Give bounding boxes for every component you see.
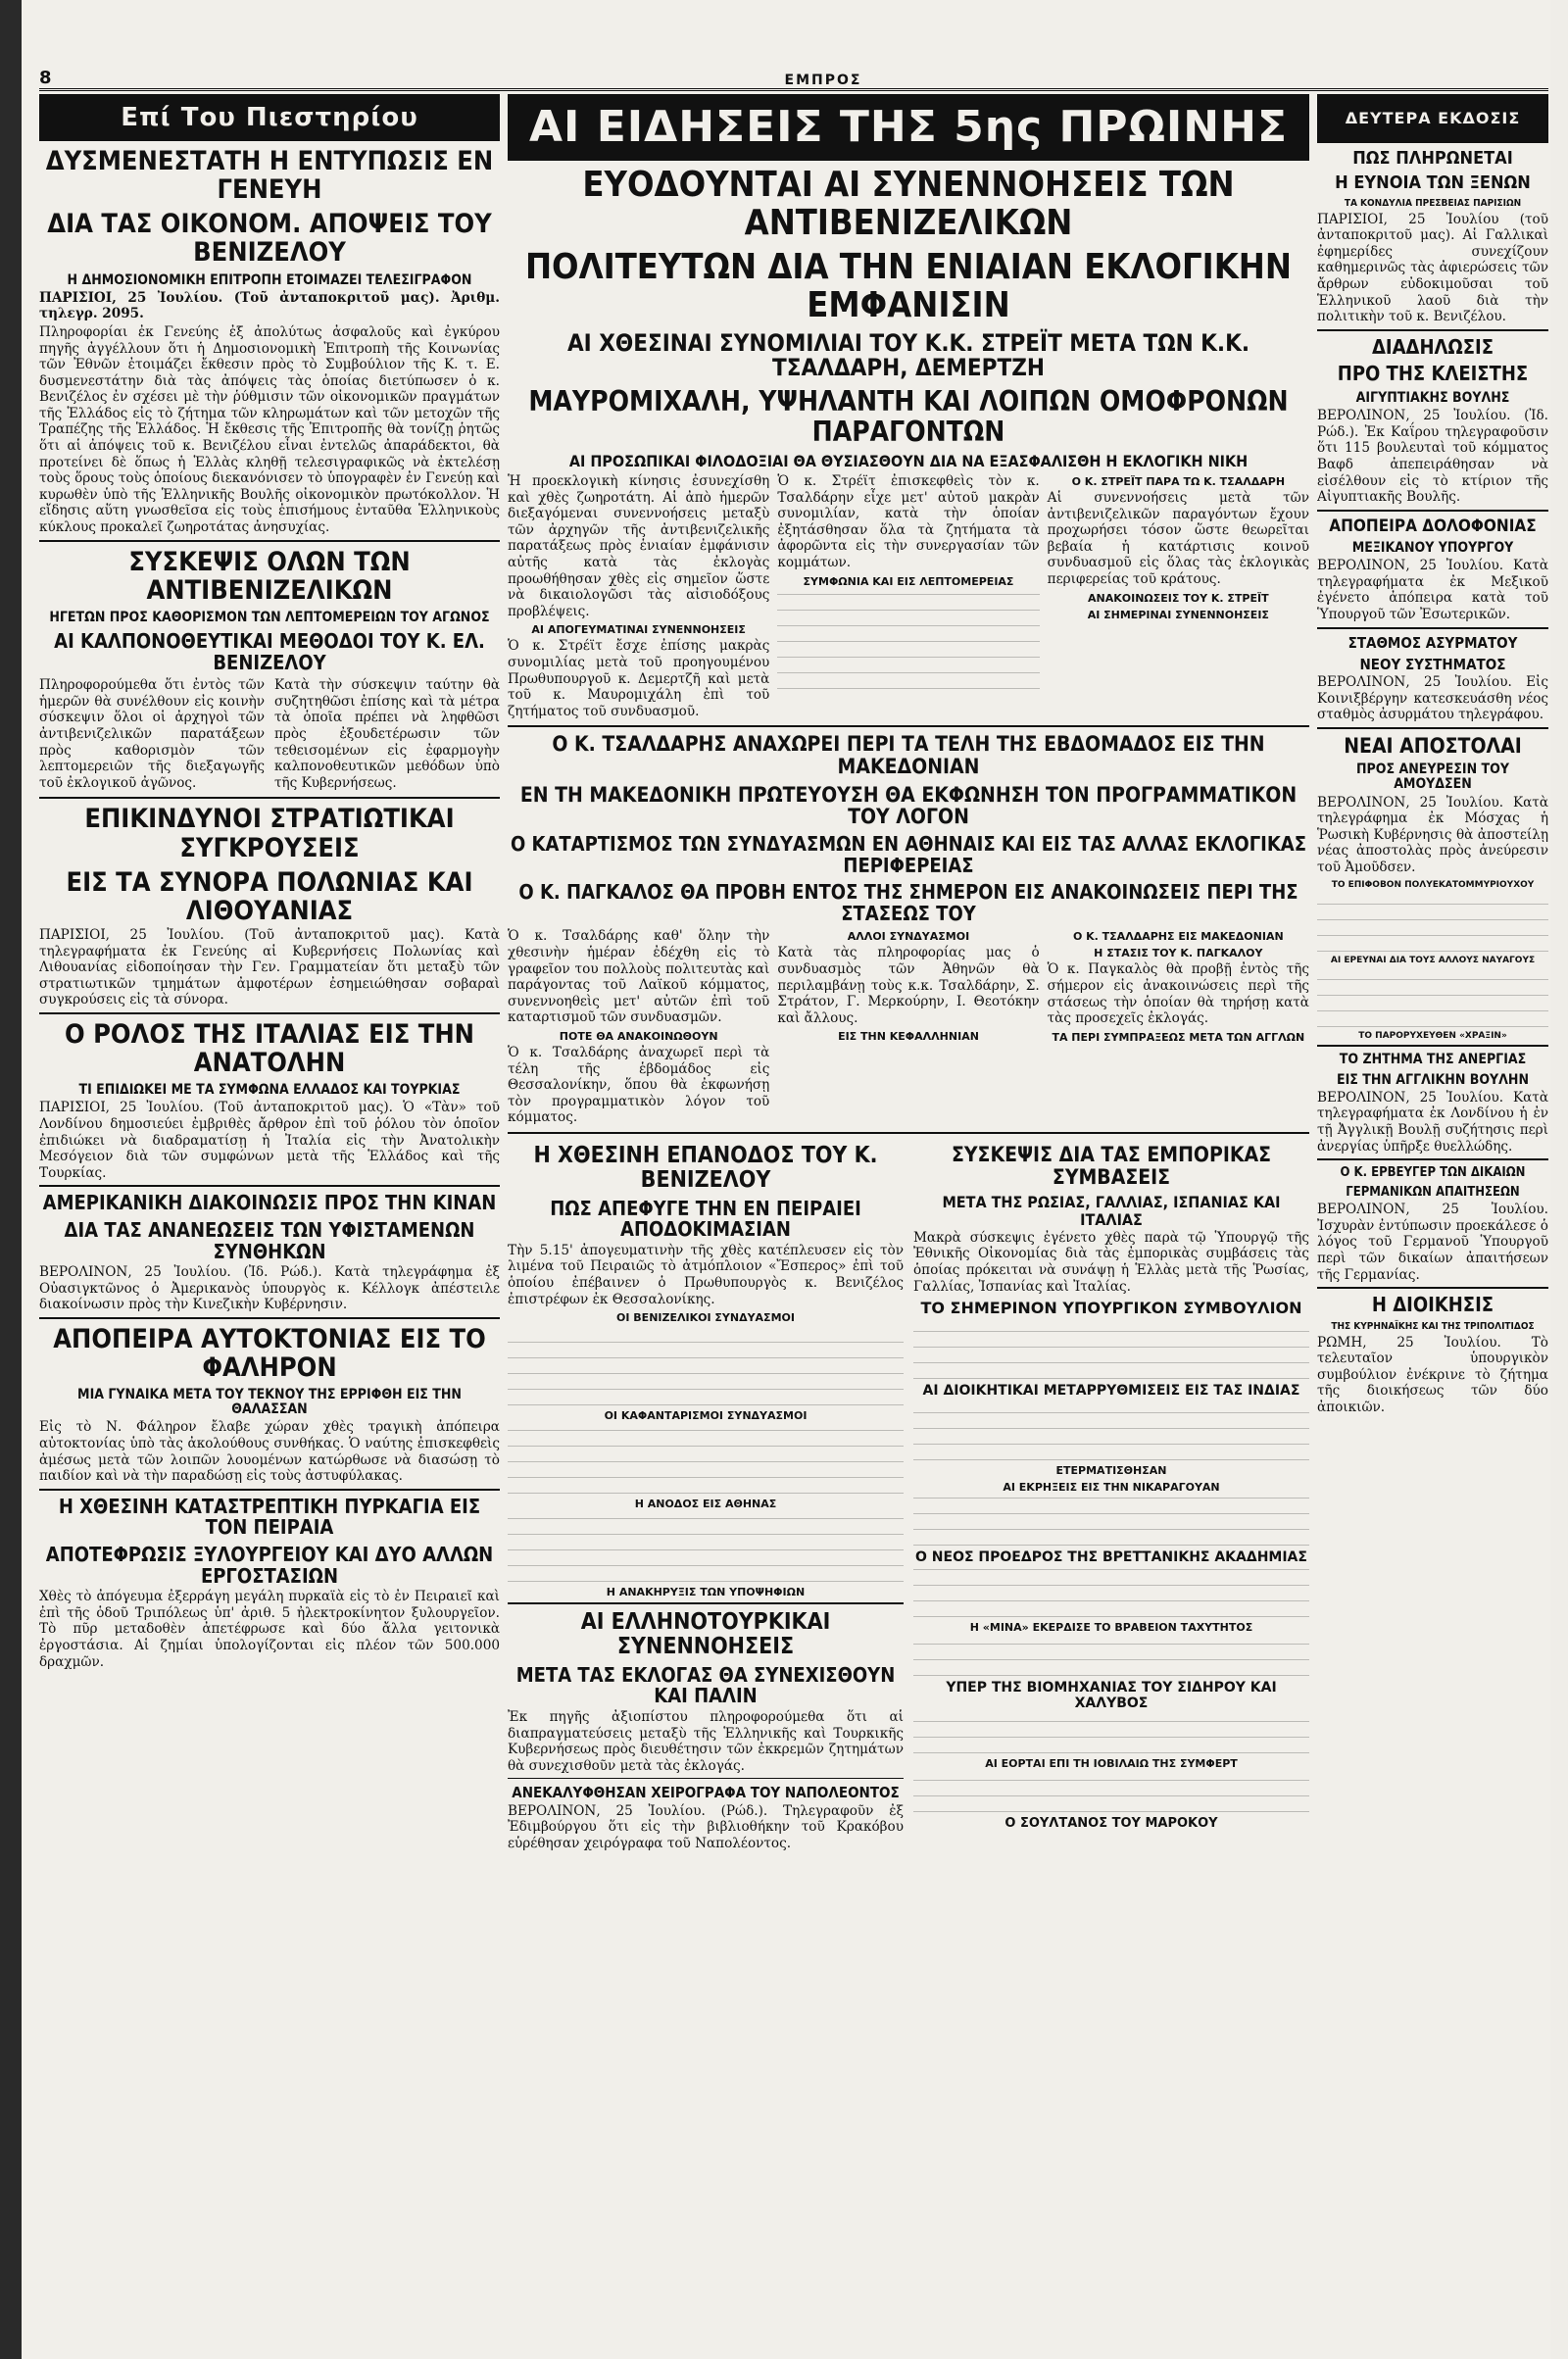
headline: Ο Κ. ΕΡΒΕΥΓΕΡ ΤΩΝ ΔΙΚΑΙΩΝ bbox=[1340, 1165, 1526, 1181]
left-story-4 bbox=[39, 1020, 500, 1181]
article-body: ΒΕΡΟΛΙΝΟΝ, 25 Ἰουλίου. Κατὰ τηλεγραφήματα ἐκ Μεξικοῦ ἐγένετο ἀπόπειρα κατὰ τοῦ Ὑπουργοῦ τῶν Ἐσωτερικῶν. bbox=[1317, 558, 1548, 622]
text-block bbox=[777, 591, 1039, 689]
text-block bbox=[508, 1425, 904, 1494]
subhead: ΑΙ ΣΗΜΕΡΙΝΑΙ ΣΥΝΕΝΝΟΗΣΕΙΣ bbox=[1087, 608, 1269, 621]
headline: ΣΤΑΘΜΟΣ ΑΣΥΡΜΑΤΟΥ bbox=[1348, 633, 1518, 652]
paper-name: ΕΜΠΡΟΣ bbox=[784, 73, 862, 88]
headline: ΜΕΞΙΚΑΝΟΥ ΥΠΟΥΡΓΟΥ bbox=[1351, 540, 1514, 557]
headline: ΑΠΟΠΕΙΡΑ ΔΟΛΟΦΟΝΙΑΣ bbox=[1329, 516, 1537, 536]
article-body: Τὴν 5.15' ἀπογευματινὴν τῆς χθὲς κατέπλευσεν εἰς τὸν λιμένα τοῦ Πειραιῶς τὸ ἀτμόπλοιον «Ἔσπερος» ἐπὶ τοῦ ὁποίου ἐπέβαινεν ὁ Πρωθυπουργὸς κ. Βενιζέλος ἐπιστρέφων ἐκ Θεσσαλονίκης. bbox=[508, 1242, 904, 1307]
article-body: Ὁ κ. Τσαλδάρης ἀναχωρεῖ περὶ τὰ τέλη τῆς ἑβδομάδος εἰς Θεσσαλονίκην, ὅπου θὰ ἐκφωνήσῃ τὸν προγραμματικὸν λόγον τοῦ κόμματος. bbox=[508, 1044, 770, 1126]
headline: ΓΕΡΜΑΝΙΚΩΝ ΑΠΑΙΤΗΣΕΩΝ bbox=[1346, 1185, 1520, 1201]
headline: ΑΙ ΕΛΛΗΝΟΤΟΥΡΚΙΚΑΙ ΣΥΝΕΝΝΟΗΣΕΙΣ bbox=[580, 1609, 831, 1659]
article-body: ΒΕΡΟΛΙΝΟΝ, 25 Ἰουλίου. (Ρώδ.). Τηλεγραφοῦν ἐξ Ἐδιμβούργου ὅτι εἰς τὴν βιβλιοθήκην τοῦ Κρακόβου εὑρέθησαν χειρόγραφα τοῦ Ναπολέοντος. bbox=[508, 1802, 904, 1851]
headline: ΜΑΥΡΟΜΙΧΑΛΗ, ΥΨΗΛΑΝΤΗ ΚΑΙ ΛΟΙΠΩΝ ΟΜΟΦΡΟΝΩΝ ΠΑΡΑΓΟΝΤΩΝ bbox=[528, 385, 1289, 448]
headline: Η ΧΘΕΣΙΝΗ ΕΠΑΝΟΔΟΣ ΤΟΥ Κ. ΒΕΝΙΖΕΛΟΥ bbox=[533, 1142, 878, 1193]
headline: ΠΡΟΣ ΑΝΕΥΡΕΣΙΝ ΤΟΥ ΑΜΟΥΔΣΕΝ bbox=[1356, 762, 1509, 793]
binding-edge bbox=[0, 0, 22, 2359]
headline: ΕΝ ΤΗ ΜΑΚΕΔΟΝΙΚΗ ΠΡΩΤΕΥΟΥΣΗ ΘΑ ΕΚΦΩΝΗΣΗ ΤΟΝ ΠΡΟΓΡΑΜΜΑΤΙΚΟΝ ΤΟΥ ΛΟΓΟΝ bbox=[519, 782, 1298, 829]
left-column bbox=[39, 94, 500, 2348]
headline: ΑΠΟΠΕΙΡΑ ΑΥΤΟΚΤΟΝΙΑΣ ΕΙΣ ΤΟ ΦΑΛΗΡΟΝ bbox=[53, 1323, 486, 1384]
article-body: ΡΩΜΗ, 25 Ἰουλίου. Τὸ τελευταῖον ὑπουργικὸν συμβούλιον ἐνέκρινε τὸ ζήτημα τῆς διοικήσεως τῶν δύο ἀποικιῶν. bbox=[1317, 1334, 1548, 1415]
headline: ΑΜΕΡΙΚΑΝΙΚΗ ΔΙΑΚΟΙΝΩΣΙΣ ΠΡΟΣ ΤΗΝ ΚΙΝΑΝ bbox=[42, 1191, 497, 1215]
text-block bbox=[913, 1773, 1309, 1812]
right-column bbox=[1317, 94, 1548, 2348]
article-body: Ὁ κ. Τσαλδάρης καθ' ὅλην τὴν χθεσινὴν ἡμέραν ἐδέχθη εἰς τὸ γραφεῖον του πολλοὺς πολιτευτὰς καὶ παράγοντας τοῦ Λαϊκοῦ κόμματος, συνεννοηθεὶς μετ' αὐτῶν ἐπὶ τοῦ καταρτισμοῦ τῶν συνδυασμῶν. bbox=[508, 928, 770, 1026]
headline: ΜΕΤΑ ΤΑΣ ΕΚΛΟΓΑΣ ΘΑ ΣΥΝΕΧΙΣΘΟΥΝ ΚΑΙ ΠΑΛΙΝ bbox=[515, 1662, 896, 1708]
headline: ΕΙΣ ΤΗΝ ΑΓΓΛΙΚΗΝ ΒΟΥΛΗΝ bbox=[1336, 1071, 1530, 1088]
article-body: Ὁ κ. Παγκαλὸς θὰ προβῇ ἐντὸς τῆς σήμερον εἰς ἀνακοινώσεις περὶ τῆς στάσεως τὴν ὁποίαν θὰ τηρήσῃ κατὰ τὰς προσεχεῖς ἐκλογάς. bbox=[1047, 961, 1309, 1027]
headline: ΕΠΙΚΙΝΔΥΝΟΙ ΣΤΡΑΤΙΩΤΙΚΑΙ ΣΥΓΚΡΟΥΣΕΙΣ bbox=[84, 804, 455, 863]
left-story-5 bbox=[39, 1193, 500, 1313]
headline: ΜΕΤΑ ΤΗΣ ΡΩΣΙΑΣ, ΓΑΛΛΙΑΣ, ΙΣΠΑΝΙΑΣ ΚΑΙ ΙΤΑΛΙΑΣ bbox=[942, 1193, 1281, 1229]
right-banner: ΔΕΥΤΕΡΑ ΕΚΔΟΣΙΣ bbox=[1317, 94, 1548, 143]
subhead: ΑΙ ΑΠΟΓΕΥΜΑΤΙΝΑΙ ΣΥΝΕΝΝΟΗΣΕΙΣ bbox=[531, 623, 746, 637]
subhead: ΑΙ ΕΡΕΥΝΑΙ ΔΙΑ ΤΟΥΣ ΑΛΛΟΥΣ ΝΑΥΑΓΟΥΣ bbox=[1330, 955, 1536, 965]
left-banner: Επί Του Πιεστηρίου bbox=[39, 94, 500, 141]
article-body: Ἐκ πηγῆς ἀξιοπίστου πληροφορούμεθα ὅτι αἱ διαπραγματεύσεις μεταξὺ τῆς Ἑλληνικῆς καὶ Τουρκικῆς Κυβερνήσεως πρὸς διευθέτησιν τῶν ἐκκρεμῶν ζητημάτων θὰ συνεχισθοῦν μετὰ τὰς ἐκλογάς. bbox=[508, 1709, 904, 1774]
article-body: ΒΕΡΟΛΙΝΟΝ, 25 Ἰουλίου. Εἰς Κοινιξβέργην κατεσκευάσθη νέος σταθμὸς ἀσυρμάτου τηλεγράφου. bbox=[1317, 673, 1548, 723]
text-block bbox=[913, 1320, 1309, 1379]
headline: ΔΙΑ ΤΑΣ ΟΙΚΟΝΟΜ. ΑΠΟΨΕΙΣ ΤΟΥ ΒΕΝΙΖΕΛΟΥ bbox=[47, 209, 492, 269]
headline: ΝΕΑΙ ΑΠΟΣΤΟΛΑΙ bbox=[1344, 733, 1522, 758]
left-lead-story bbox=[39, 147, 500, 536]
headline: ΗΓΕΤΩΝ ΠΡΟΣ ΚΑΘΟΡΙΣΜΟΝ ΤΩΝ ΛΕΠΤΟΜΕΡΕΙΩΝ ΤΟΥ ΑΓΩΝΟΣ bbox=[49, 609, 490, 625]
right-story-7 bbox=[1317, 1166, 1548, 1283]
subhead: Ο Κ. ΣΤΡΕΪΤ ΠΑΡΑ ΤΩ Κ. ΤΣΑΛΔΑΡΗ bbox=[1071, 475, 1286, 489]
article-body: Πληροφορίαι ἐκ Γενεύης ἐξ ἀπολύτως ἀσφαλοῦς καὶ ἐγκύρου πηγῆς ἀγγέλλουν ὅτι ἡ Δημοσιονομικὴ Ἐπιτροπὴ τῆς Κοινωνίας τῶν Ἐθνῶν ἐτοιμάζει ἔκθεσιν πρὸς τὸ Συμβούλιον τῆς Κ. τ. Ε. δυσμενεστάτην διὰ τὰς ἀπόψεις τὰς ὁποίας διετύπωσεν ὁ κ. Βενιζέλος ἐν σχέσει μὲ τὴν ῥύθμισιν τῶν οἰκονομικῶν πραγμάτων τῆς Ἑλλάδος εἰς τὸ ζήτημα τῶν κληρωμάτων καὶ τῶν μετοχῶν τῆς Τραπέζης τῆς Ἑλλάδος. Ἡ ἔκθεσις τῆς Ἐπιτροπῆς θὰ τονίζῃ ῥητῶς ὅτι αἱ ἀπόψεις τοῦ κ. Βενιζέλου εἶναι ἐντελῶς ἀπαράδεκτοι, θὰ προτείνει δὲ ὅπως ἡ Ἑλλὰς κληθῇ τελεσιγραφικῶς νὰ ἐκτελέσῃ τοὺς ὅρους τοὺς ὁποίους διεκανόνισεν τὸ ὑπογραφὲν ἐν Γενεύῃ καὶ κυρωθὲν ὑπὸ τῆς Ἑλληνικῆς Βουλῆς οἰκονομικὸν πρωτόκολλον. Ἡ εἴδησις αὕτη γνωσθεῖσα εἰς τοὺς ἐπισήμους ἐνταῦθα Ἑλληνικοὺς κύκλους προκαλεῖ ζωηροτάτας ἀνησυχίας. bbox=[39, 323, 500, 536]
article-body: Κατὰ τὴν σύσκεψιν ταύτην θὰ συζητηθῶσι ἐπίσης καὶ τὰ μέτρα τὰ ὁποῖα πρέπει νὰ ληφθῶσι πρὸς ἐξουδετέρωσιν τῶν τεθεισομένων εἰς ἐφαρμογὴν καλπονοθευτικῶν μεθόδων ὑπὸ τῆς Κυβερνήσεως. bbox=[274, 677, 500, 791]
article-body: Ἡ προεκλογικὴ κίνησις ἐσυνεχίσθη καὶ χθὲς ζωηροτάτη. Αἱ ἀπὸ ἡμερῶν διεξαγόμεναι συνεννοήσεις μεταξὺ τῶν ἀρχηγῶν τῆς ἀντιβενιζελικῆς παρατάξεως πρὸς ἑνιαίαν ἐμφάνισιν αὐτῆς κατὰ τὰς ἐκλογὰς προωθήθησαν χθὲς εἰς σημεῖον ὥστε νὰ δικαιολογῶσι τὰς αἰσιοδόξους προβλέψεις. bbox=[508, 473, 770, 619]
article-body: ΠΑΡΙΣΙΟΙ, 25 Ἰουλίου. (Τοῦ ἀνταποκριτοῦ μας). Κατὰ τηλεγραφήματα ἐκ Γενεύης αἱ Κυβερνήσεις Πολωνίας καὶ Λιθουανίας εἰδοποίησαν τὴν Γεν. Γραμματείαν ὅτι μεταξὺ τῶν στρατιωτικῶν τμημάτων ἀμφοτέρων ἐσημειώθησαν σοβαραὶ συγκρούσεις εἰς τὰ σύνορα. bbox=[39, 927, 500, 1008]
text-block bbox=[913, 1714, 1309, 1753]
masthead bbox=[39, 68, 1548, 91]
subhead: Η ΑΝΑΚΗΡΥΞΙΣ ΤΩΝ ΥΠΟΨΗΦΙΩΝ bbox=[606, 1586, 806, 1599]
headline: Ο ΚΑΤΑΡΤΙΣΜΟΣ ΤΩΝ ΣΥΝΔΥΑΣΜΩΝ ΕΝ ΑΘΗΝΑΙΣ ΚΑΙ ΕΙΣ ΤΑΣ ΑΛΛΑΣ ΕΚΛΟΓΙΚΑΣ ΠΕΡΙΦΕΡΕΙΑΣ bbox=[510, 832, 1307, 877]
left-story-3 bbox=[39, 805, 500, 1008]
article-body: Εἰς τὸ Ν. Φάληρον ἔλαβε χώραν χθὲς τραγικὴ ἀπόπειρα αὐτοκτονίας ὑπὸ τὰς ἀκολούθους συνθήκας. Ὁ ναύτης ἐπισκεφθεὶς ἀμέσως μετὰ τῶν λοιπῶν λουομένων κατώρθωσε νὰ διασώσῃ τὸ παιδίον καὶ νὰ τὴν παραδώσῃ εἰς τοὺς ἀστυφύλακας. bbox=[39, 1419, 500, 1485]
article-body: ΒΕΡΟΛΙΝΟΝ, 25 Ἰουλίου. Κατὰ τηλεγραφήματα ἐκ Λονδίνου ἡ ἐν τῇ Ἀγγλικῇ Βουλῇ συζήτησις περὶ ἀνεργίας ὑπῆρξε θυελλώδης. bbox=[1317, 1089, 1548, 1155]
headline: Η ΕΥΝΟΙΑ ΤΩΝ ΞΕΝΩΝ bbox=[1335, 172, 1531, 194]
subhead: ΤΟ ΕΠΙΦΟΒΟΝ ΠΟΛΥΕΚΑΤΟΜΜΥΡΙΟΥΧΟΥ bbox=[1331, 879, 1535, 890]
dateline: ΠΑΡΙΣΙΟΙ, 25 Ἰουλίου. (Τοῦ ἀνταποκριτοῦ μας). Ἀριθμ. τηλεγρ. 2095. bbox=[39, 289, 500, 322]
headline: ΑΝΕΚΑΛΥΦΘΗΣΑΝ ΧΕΙΡΟΓΡΑΦΑ ΤΟΥ ΝΑΠΟΛΕΟΝΤΟΣ bbox=[512, 1784, 900, 1802]
subhead: ΤΟ ΠΑΡΟΡΥΧΕΥΘΕΝ «ΧΡΑΞΙΝ» bbox=[1358, 1030, 1507, 1041]
text-block bbox=[1317, 968, 1548, 1027]
headline: ΤΑ ΚΟΝΔΥΛΙΑ ΠΡΕΣΒΕΙΑΣ ΠΑΡΙΣΙΩΝ bbox=[1344, 197, 1522, 209]
text-block bbox=[913, 1568, 1309, 1617]
right-story-1 bbox=[1317, 149, 1548, 325]
headline: ΕΥΟΔΟΥΝΤΑΙ ΑΙ ΣΥΝΕΝΝΟΗΣΕΙΣ ΤΩΝ ΑΝΤΙΒΕΝΙΖΕΛΙΚΩΝ bbox=[582, 165, 1235, 243]
article-body: ΠΑΡΙΣΙΟΙ, 25 Ἰουλίου (τοῦ ἀνταποκριτοῦ μας). Αἱ Γαλλικαὶ ἐφημερίδες συνεχίζουν καθημερινῶς τὰς ἀφιερώσεις τῶν ἄρθρων εὐδοκιμοῦσαι τοῦ Ἑλληνικοῦ λαοῦ διὰ τὴν πολιτικὴν τοῦ κ. Βενιζέλου. bbox=[1317, 211, 1548, 325]
article-body: Πληροφορούμεθα ὅτι ἐντὸς τῶν ἡμερῶν θὰ συνέλθουν εἰς κοινὴν σύσκεψιν ὅλοι οἱ ἀρχηγοὶ τῶν ἀντιβενιζελικῶν παρατάξεων πρὸς καθορισμὸν τῶν λεπτομερειῶν τῆς διεξαγωγῆς τοῦ ἐκλογικοῦ ἀγῶνος. bbox=[39, 677, 265, 791]
headline: ΠΩΣ ΠΛΗΡΩΝΕΤΑΙ bbox=[1352, 148, 1513, 169]
headline: Η ΔΙΟΙΚΗΣΙΣ bbox=[1371, 1293, 1494, 1317]
left-story-2 bbox=[39, 548, 500, 794]
right-story-5 bbox=[1317, 735, 1548, 1041]
article-body: Αἱ συνεννοήσεις μετὰ τῶν ἀντιβενιζελικῶν παραγόντων ἔχουν προχωρήσει τόσον ὥστε θεωρεῖται βεβαία ἡ κατάρτισις κοινοῦ συνδυασμοῦ εἰς ὅλας τὰς ἐκλογικὰς περιφερείας τοῦ κράτους. bbox=[1047, 490, 1309, 588]
article-body: ΒΕΡΟΛΙΝΟΝ, 25 Ἰουλίου. Κατὰ τηλεγράφημα ἐκ Μόσχας ἡ Ῥωσικὴ Κυβέρνησις θὰ ἀποστείλῃ νέας ἀποστολὰς πρὸς ἀνεύρεσιν τοῦ Ἀμοῦδσεν. bbox=[1317, 794, 1548, 875]
headline: Η ΧΘΕΣΙΝΗ ΚΑΤΑΣΤΡΕΠΤΙΚΗ ΠΥΡΚΑΓΙΑ ΕΙΣ ΤΟΝ ΠΕΙΡΑΙΑ bbox=[58, 1494, 481, 1540]
headline: ΜΙΑ ΓΥΝΑΙΚΑ ΜΕΤΑ ΤΟΥ ΤΕΚΝΟΥ ΤΗΣ ΕΡΡΙΦΘΗ ΕΙΣ ΤΗΝ ΘΑΛΑΣΣΑΝ bbox=[77, 1387, 462, 1418]
headline: ΣΥΣΚΕΨΙΣ ΔΙΑ ΤΑΣ ΕΜΠΟΡΙΚΑΣ ΣΥΜΒΑΣΕΙΣ bbox=[951, 1142, 1272, 1189]
text-block bbox=[913, 1401, 1309, 1460]
article-body: ΒΕΡΟΛΙΝΟΝ, 25 Ἰουλίου. (Ἰδ. Ρώδ.). Κατὰ τηλεγράφημα ἐξ Οὐασιγκτῶνος ὁ Ἀμερικανὸς ὑπουργὸς κ. Κέλλογκ ἀπέστειλε διακοίνωσιν πρὸς τὴν Κινεζικὴν Κυβέρνησιν. bbox=[39, 1264, 500, 1313]
main-story-3 bbox=[508, 1138, 904, 1853]
right-story-3 bbox=[1317, 517, 1548, 623]
subhead: Ο ΣΟΥΛΤΑΝΟΣ ΤΟΥ ΜΑΡΟΚΟΥ bbox=[1004, 1816, 1218, 1832]
subhead: ΑΛΛΟΙ ΣΥΝΔΥΑΣΜΟΙ bbox=[847, 930, 970, 944]
text-block bbox=[508, 1327, 904, 1405]
headline: ΝΕΟΥ ΣΥΣΤΗΜΑΤΟΣ bbox=[1359, 655, 1506, 673]
subhead: ΕΙΣ ΤΗΝ ΚΕΦΑΛΛΗΝΙΑΝ bbox=[838, 1030, 979, 1044]
headline: ΕΙΣ ΤΑ ΣΥΝΟΡΑ ΠΟΛΩΝΙΑΣ ΚΑΙ ΛΙΘΟΥΑΝΙΑΣ bbox=[66, 866, 473, 926]
subhead: ΑΙ ΔΙΟΙΚΗΤΙΚΑΙ ΜΕΤΑΡΡΥΘΜΙΣΕΙΣ ΕΙΣ ΤΑΣ ΙΝΔΙΑΣ bbox=[922, 1383, 1300, 1400]
subhead: ΑΙ ΕΟΡΤΑΙ ΕΠΙ ΤΗ ΙΟΒΙΛΑΙΩ ΤΗΣ ΣΥΜΦΕΡΤ bbox=[985, 1757, 1238, 1771]
article-body: ΒΕΡΟΛΙΝΟΝ, 25 Ἰουλίου. Ἰσχυρὰν ἐντύπωσιν προεκάλεσε ὁ λόγος τοῦ Γερμανοῦ Ὑπουργοῦ περὶ τῶν δικαίων ἀπαιτήσεων τῆς Γερμανίας. bbox=[1317, 1202, 1548, 1283]
headline: ΔΙΑΔΗΛΩΣΙΣ bbox=[1371, 334, 1494, 359]
subhead: Ο Κ. ΤΣΑΛΔΑΡΗΣ ΕΙΣ ΜΑΚΕΔΟΝΙΑΝ bbox=[1072, 930, 1284, 944]
main-lower-section bbox=[508, 1138, 1309, 1853]
headline: ΤΗΣ ΚΥΡΗΝΑΪΚΗΣ ΚΑΙ ΤΗΣ ΤΡΙΠΟΛΙΤΙΔΟΣ bbox=[1331, 1320, 1535, 1332]
text-block bbox=[913, 1637, 1309, 1676]
headline: ΔΥΣΜΕΝΕΣΤΑΤΗ Η ΕΝΤΥΠΩΣΙΣ ΕΝ ΓΕΝΕΥΗ bbox=[45, 146, 494, 206]
subhead: ΑΝΑΚΟΙΝΩΣΕΙΣ ΤΟΥ Κ. ΣΤΡΕΪΤ bbox=[1088, 591, 1269, 605]
article-body: Κατὰ τὰς πληροφορίας μας ὁ συνδυασμὸς τῶν Ἀθηνῶν θὰ περιλαμβάνῃ τοὺς κ.κ. Τσαλδάρην, Σ. Στράτον, Γ. Μερκούρην, Ι. Θεοτόκην καὶ ἄλλους. bbox=[777, 945, 1040, 1026]
main-story-4 bbox=[913, 1138, 1309, 1853]
headline: ΑΙΓΥΠΤΙΑΚΗΣ ΒΟΥΛΗΣ bbox=[1355, 390, 1510, 407]
article-body: ΒΕΡΟΛΙΝΟΝ, 25 Ἰουλίου. (Ἰδ. Ρώδ.). Ἐκ Καΐρου τηλεγραφοῦσιν ὅτι 115 βουλευταὶ τοῦ κόμματος Βαφδ ἀπεπειράθησαν νὰ εἰσέλθουν εἰς τὸ κτίριον τῆς Αἰγυπτιακῆς Βουλῆς. bbox=[1317, 408, 1548, 506]
subhead: Η ΣΤΑΣΙΣ ΤΟΥ Κ. ΠΑΓΚΑΛΟΥ bbox=[1094, 947, 1263, 960]
headline: ΤΙ ΕΠΙΔΙΩΚΕΙ ΜΕ ΤΑ ΣΥΜΦΩΝΑ ΕΛΛΑΔΟΣ ΚΑΙ ΤΟΥΡΚΙΑΣ bbox=[78, 1082, 461, 1099]
subhead: Η «ΜΙΝΑ» ΕΚΕΡΔΙΣΕ ΤΟ ΒΡΑΒΕΙΟΝ ΤΑΧΥΤΗΤΟΣ bbox=[969, 1621, 1253, 1635]
article-body: ΠΑΡΙΣΙΟΙ, 25 Ἰουλίου. (Τοῦ ἀνταποκριτοῦ μας). Ὁ «Τὰν» τοῦ Λονδίνου δημοσιεύει ἐμβριθὲς ἄρθρον ἐπὶ τοῦ ῥόλου τὸν ὁποῖον ἐπιδιώκει νὰ διαδραματίσῃ ἡ Ἰταλία εἰς τὴν Ἀνατολικὴν Μεσόγειον διὰ τῶν συμφώνων μετὰ τῆς Ἑλλάδος καὶ τῆς Τουρκίας. bbox=[39, 1100, 500, 1181]
headline: ΑΙ ΠΡΟΣΩΠΙΚΑΙ ΦΙΛΟΔΟΞΙΑΙ ΘΑ ΘΥΣΙΑΣΘΟΥΝ ΔΙΑ ΝΑ ΕΞΑΣΦΑΛΙΣΘΗ Η ΕΚΛΟΓΙΚΗ ΝΙΚΗ bbox=[568, 451, 1249, 470]
subhead: ΠΟΤΕ ΘΑ ΑΝΑΚΟΙΝΩΘΟΥΝ bbox=[559, 1029, 718, 1043]
article-body: Ὁ κ. Στρέϊτ ἐπισκεφθεὶς τὸν κ. Τσαλδάρην εἶχε μετ' αὐτοῦ μακρὰν συνομιλίαν, κατὰ τὴν ὁποίαν ἐξητάσθησαν ὅλα τὰ ζητήματα τὰ ἀφορῶντα εἰς τὴν συνεργασίαν τῶν κομμάτων. bbox=[777, 473, 1040, 571]
left-story-7 bbox=[39, 1494, 500, 1670]
subhead: Η ΑΝΟΔΟΣ ΕΙΣ ΑΘΗΝΑΣ bbox=[634, 1498, 777, 1511]
subhead: ΥΠΕΡ ΤΗΣ ΒΙΟΜΗΧΑΝΙΑΣ ΤΟΥ ΣΙΔΗΡΟΥ ΚΑΙ ΧΑΛΥΒΟΣ bbox=[946, 1680, 1277, 1712]
left-story-6 bbox=[39, 1325, 500, 1485]
subhead: ΟΙ ΚΑΦΑΝΤΑΡΙΣΜΟΙ ΣΥΝΔΥΑΣΜΟΙ bbox=[604, 1409, 808, 1423]
right-story-8 bbox=[1317, 1295, 1548, 1415]
text-block bbox=[913, 1497, 1309, 1546]
main-banner: ΑΙ ΕΙΔΗΣΕΙΣ ΤΗΣ 5ης ΠΡΩΙΝΗΣ bbox=[508, 94, 1309, 161]
subhead: ΑΙ ΕΚΡΗΞΕΙΣ ΕΙΣ ΤΗΝ ΝΙΚΑΡΑΓΟΥΑΝ bbox=[1003, 1481, 1220, 1495]
main-lead-story bbox=[508, 167, 1309, 721]
text-block bbox=[1317, 893, 1548, 952]
right-story-6 bbox=[1317, 1053, 1548, 1155]
main-column bbox=[508, 94, 1309, 2348]
headline: ΑΙ ΧΘΕΣΙΝΑΙ ΣΥΝΟΜΙΛΙΑΙ ΤΟΥ Κ.Κ. ΣΤΡΕΪΤ ΜΕΤΑ ΤΩΝ Κ.Κ. ΤΣΑΛΔΑΡΗ, ΔΕΜΕΡΤΖΗ bbox=[566, 328, 1250, 382]
headline: ΤΟ ΖΗΤΗΜΑ ΤΗΣ ΑΝΕΡΓΙΑΣ bbox=[1339, 1051, 1527, 1067]
subhead: ΤΟ ΣΗΜΕΡΙΝΟΝ ΥΠΟΥΡΓΙΚΟΝ ΣΥΜΒΟΥΛΙΟΝ bbox=[920, 1299, 1302, 1318]
right-story-4 bbox=[1317, 635, 1548, 723]
article-body: Μακρὰ σύσκεψις ἐγένετο χθὲς παρὰ τῷ Ὑπουργῷ τῆς Ἐθνικῆς Οἰκονομίας διὰ τὰς ἐμπορικὰς συμβάσεις τὰς ὁποίας πρόκειται νὰ συνάψῃ ἡ Ἑλλὰς μετὰ τῆς Ῥωσίας, Γαλλίας, Ἰσπανίας καὶ Ἰταλίας. bbox=[913, 1229, 1309, 1295]
page-number: 8 bbox=[39, 68, 52, 88]
subhead: ΤΑ ΠΕΡΙ ΣΥΜΠΡΑΞΕΩΣ ΜΕΤΑ ΤΩΝ ΑΓΓΛΩΝ bbox=[1052, 1030, 1305, 1044]
subhead: ΟΙ ΒΕΝΙΖΕΛΙΚΟΙ ΣΥΝΔΥΑΣΜΟΙ bbox=[616, 1311, 795, 1325]
headline: Ο Κ. ΤΣΑΛΔΑΡΗΣ ΑΝΑΧΩΡΕΙ ΠΕΡΙ ΤΑ ΤΕΛΗ ΤΗΣ ΕΒΔΟΜΑΔΟΣ ΕΙΣ ΤΗΝ ΜΑΚΕΔΟΝΙΑΝ bbox=[552, 732, 1265, 779]
text-block bbox=[508, 1513, 904, 1582]
headline: ΠΟΛΙΤΕΥΤΩΝ ΔΙΑ ΤΗΝ ΕΝΙΑΙΑΝ ΕΚΛΟΓΙΚΗΝ ΕΜΦΑΝΙΣΙΝ bbox=[524, 246, 1293, 325]
main-story-2 bbox=[508, 733, 1309, 1128]
headline: ΠΩΣ ΑΠΕΦΥΓΕ ΤΗΝ ΕΝ ΠΕΙΡΑΙΕΙ ΑΠΟΔΟΚΙΜΑΣΙΑΝ bbox=[550, 1196, 861, 1242]
headline: ΑΠΟΤΕΦΡΩΣΙΣ ΞΥΛΟΥΡΓΕΙΟΥ ΚΑΙ ΔΥΟ ΑΛΛΩΝ ΕΡΓΟΣΤΑΣΙΩΝ bbox=[45, 1543, 494, 1588]
subhead: Ο ΝΕΟΣ ΠΡΟΕΔΡΟΣ ΤΗΣ ΒΡΕΤΤΑΝΙΚΗΣ ΑΚΑΔΗΜΙΑΣ bbox=[915, 1549, 1307, 1566]
headline: Ο Κ. ΠΑΓΚΑΛΟΣ ΘΑ ΠΡΟΒΗ ΕΝΤΟΣ ΤΗΣ ΣΗΜΕΡΟΝ ΕΙΣ ΑΝΑΚΟΙΝΩΣΕΙΣ ΠΕΡΙ ΤΗΣ ΣΤΑΣΕΩΣ ΤΟΥ bbox=[518, 880, 1298, 925]
headline: Η ΔΗΜΟΣΙΟΝΟΜΙΚΗ ΕΠΙΤΡΟΠΗ ΕΤΟΙΜΑΖΕΙ ΤΕΛΕΣΙΓΡΑΦΟΝ bbox=[67, 271, 472, 288]
article-body: Χθὲς τὸ ἀπόγευμα ἐξερράγη μεγάλη πυρκαϊὰ εἰς τὸ ἐν Πειραιεῖ καὶ ἐπὶ τῆς ὁδοῦ Τριπόλεως ὑπ' ἀριθ. 5 ἠλεκτροκίνητον ξυλουργεῖον. Τὸ πῦρ μεταδοθὲν ἀπετέφρωσε καὶ δύο ἄλλα γειτονικὰ ἐργοστάσια. Αἱ ζημίαι ὑπολογίζονται εἰς πλέον τῶν 500.000 δραχμῶν. bbox=[39, 1589, 500, 1670]
headline: Ο ΡΟΛΟΣ ΤΗΣ ΙΤΑΛΙΑΣ ΕΙΣ ΤΗΝ ΑΝΑΤΟΛΗΝ bbox=[65, 1019, 474, 1079]
right-story-2 bbox=[1317, 334, 1548, 506]
headline: ΑΙ ΚΑΛΠΟΝΟΘΕΥΤΙΚΑΙ ΜΕΘΟΔΟΙ ΤΟΥ Κ. ΕΛ. ΒΕΝΙΖΕΛΟΥ bbox=[54, 629, 485, 674]
article-body: Ὁ κ. Στρέϊτ ἔσχε ἐπίσης μακρὰς συνομιλίας μετὰ τοῦ προηγουμένου Πρωθυπουργοῦ κ. Δεμερτζῆ καὶ μετὰ τοῦ κ. Μαυρομιχάλη ἐπὶ τοῦ ζητήματος τοῦ συνδυασμοῦ. bbox=[508, 638, 770, 719]
subhead: ΕΤΕΡΜΑΤΙΣΘΗΣΑΝ bbox=[1055, 1464, 1167, 1478]
subhead: ΣΥΜΦΩΝΙΑ ΚΑΙ ΕΙΣ ΛΕΠΤΟΜΕΡΕΙΑΣ bbox=[803, 574, 1014, 588]
headline: ΣΥΣΚΕΨΙΣ ΟΛΩΝ ΤΩΝ ΑΝΤΙΒΕΝΙΖΕΛΙΚΩΝ bbox=[128, 546, 411, 606]
headline: ΔΙΑ ΤΑΣ ΑΝΑΝΕΩΣΕΙΣ ΤΩΝ ΥΦΙΣΤΑΜΕΝΩΝ ΣΥΝΘΗΚΩΝ bbox=[64, 1217, 475, 1263]
headline: ΠΡΟ ΤΗΣ ΚΛΕΙΣΤΗΣ bbox=[1337, 362, 1529, 386]
